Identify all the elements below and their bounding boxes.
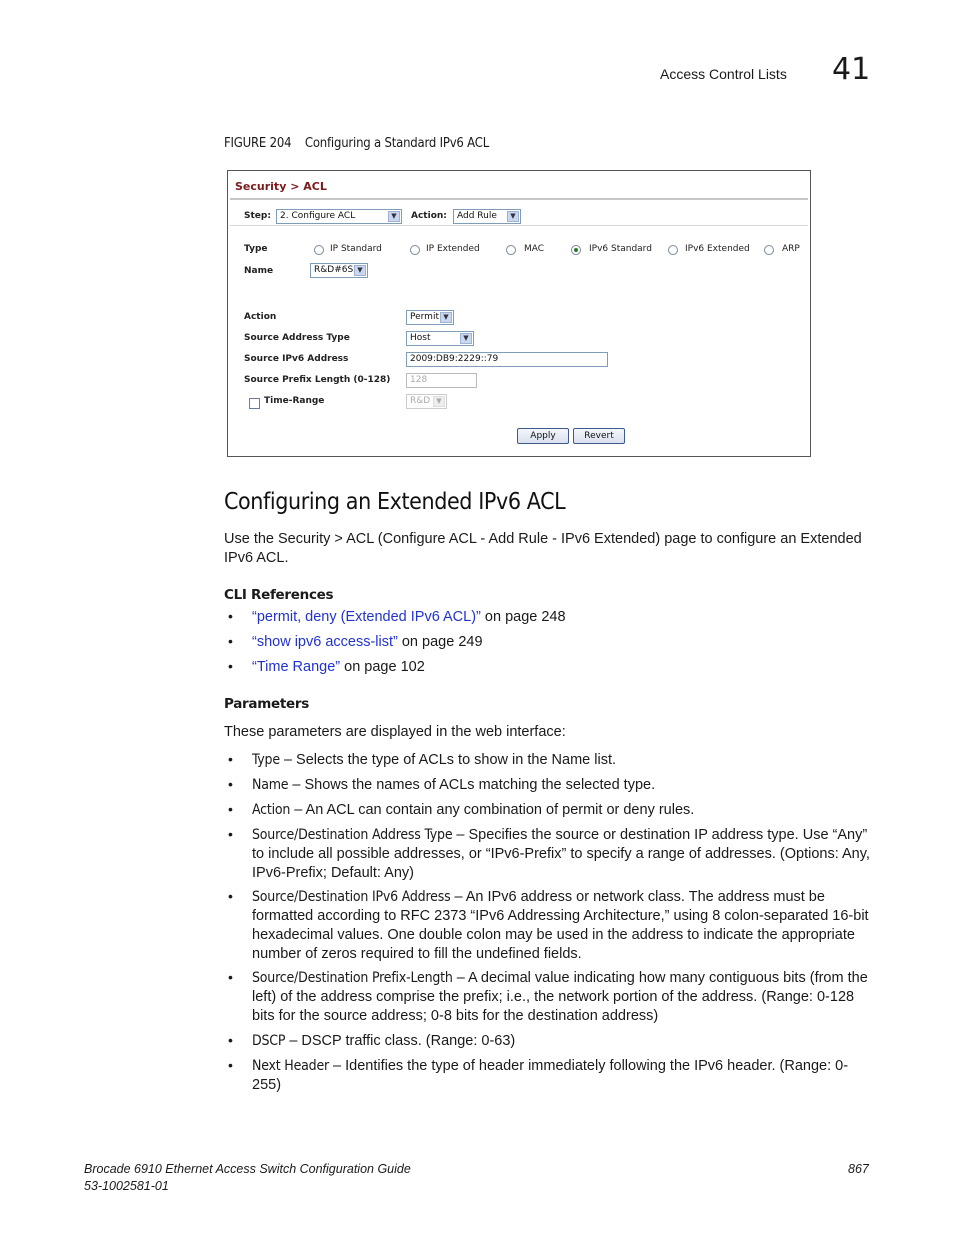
param-term: Next Header (252, 1058, 329, 1074)
permit-select[interactable] (406, 310, 454, 325)
param-desc: – Shows the names of ACLs matching the selected type. (288, 777, 656, 793)
acl-config-screenshot (227, 170, 811, 457)
src-addr-type-select[interactable] (406, 331, 474, 346)
bullet: • (228, 826, 233, 842)
parameters-intro: These parameters are displayed in the web interface: (224, 724, 566, 740)
toolbar-divider (230, 225, 808, 226)
cli-ref-page: on page 102 (340, 659, 425, 675)
param-desc: – Selects the type of ACLs to show in the Name list. (279, 752, 617, 768)
src-addr-type-label: Source Address Type (244, 333, 350, 343)
revert-button[interactable]: Revert (573, 428, 625, 444)
radio-label: MAC (524, 244, 545, 254)
chevron-down-icon: ▼ (388, 211, 400, 222)
radio-ip-extended[interactable] (410, 245, 420, 255)
breadcrumb: Security > ACL (235, 180, 327, 193)
radio-mac[interactable] (506, 245, 516, 255)
radio-label: IP Extended (426, 244, 480, 254)
chapter-number: 41 (832, 52, 871, 87)
bullet: • (228, 658, 233, 674)
bullet: • (228, 969, 233, 985)
time-range-label: Time-Range (264, 396, 325, 406)
radio-arp[interactable] (764, 245, 774, 255)
src-ipv6-input[interactable]: 2009:DB9:2229::79 (406, 352, 608, 367)
param-term: Action (252, 802, 291, 818)
footer-doc-number: 53-1002581-01 (84, 1179, 169, 1193)
bullet: • (228, 801, 233, 817)
cli-ref-item (252, 658, 872, 677)
chevron-down-icon: ▼ (507, 211, 519, 222)
time-range-value: R&D (410, 396, 431, 406)
param-term: DSCP (252, 1033, 286, 1049)
step-label: Step: (244, 211, 271, 221)
param-item (252, 751, 872, 770)
step-select[interactable] (276, 209, 402, 224)
param-item (252, 888, 872, 964)
param-desc: – An ACL can contain any combination of permit or deny rules. (290, 802, 695, 818)
type-label: Type (244, 244, 268, 254)
param-item (252, 1032, 872, 1051)
cli-ref-link[interactable]: “show ipv6 access-list” (252, 634, 398, 650)
cli-references-heading: CLI References (224, 587, 334, 603)
bullet: • (228, 888, 233, 904)
bullet: • (228, 776, 233, 792)
src-addr-type-value: Host (410, 333, 431, 343)
param-desc: – Identifies the type of header immediately following the IPv6 header. (Range: 0-255) (252, 1058, 849, 1093)
footer-guide-title: Brocade 6910 Ethernet Access Switch Configuration Guide (84, 1162, 411, 1176)
step-select-value: 2. Configure ACL (280, 211, 356, 221)
parameters-heading: Parameters (224, 696, 309, 712)
radio-label: IP Standard (330, 244, 382, 254)
bullet: • (228, 633, 233, 649)
bullet: • (228, 1057, 233, 1073)
param-item (252, 826, 872, 883)
radio-ipv6-standard[interactable] (571, 245, 581, 255)
bullet: • (228, 751, 233, 767)
radio-label: IPv6 Standard (589, 244, 652, 254)
figure-caption (224, 136, 489, 151)
src-prefix-label: Source Prefix Length (0-128) (244, 375, 391, 385)
param-item (252, 776, 872, 795)
param-item (252, 1057, 872, 1095)
chevron-down-icon: ▼ (433, 396, 445, 407)
cli-ref-page: on page 249 (397, 634, 483, 650)
radio-ip-standard[interactable] (314, 245, 324, 255)
param-item (252, 801, 872, 820)
param-term: Source/Destination Address Type (252, 827, 453, 843)
param-term: Source/Destination Prefix-Length (252, 970, 453, 986)
apply-button[interactable]: Apply (517, 428, 569, 444)
param-desc: – An IPv6 address or network class. The address must be formatted according to RFC 2373 “IPv6 Addressing Architecture,” using 8 colon-separated 16-bit hexadecimal values. One double colon may be used in the address to indicate the appropriate number of zeros required to fill the undefined fields. (252, 889, 869, 962)
permit-select-value: Permit (410, 312, 439, 322)
param-term: Type (252, 752, 280, 768)
time-range-select[interactable] (406, 394, 447, 409)
radio-ipv6-extended[interactable] (668, 245, 678, 255)
time-range-checkbox[interactable] (249, 398, 260, 409)
cli-ref-item (252, 633, 872, 652)
chevron-down-icon: ▼ (440, 312, 452, 323)
section-heading: Configuring an Extended IPv6 ACL (224, 489, 566, 515)
param-item (252, 969, 872, 1026)
form-action-label: Action (244, 312, 277, 322)
param-term: Source/Destination IPv6 Address (252, 889, 451, 905)
cli-ref-link[interactable]: “permit, deny (Extended IPv6 ACL)” (252, 609, 481, 625)
radio-label: IPv6 Extended (685, 244, 750, 254)
name-select[interactable] (310, 263, 368, 278)
cli-ref-link[interactable]: “Time Range” (252, 659, 341, 675)
breadcrumb-divider (230, 198, 808, 200)
intro-paragraph: Use the Security > ACL (Configure ACL - Add Rule - IPv6 Extended) page to configure an Extended IPv6 ACL. (224, 531, 862, 566)
chevron-down-icon: ▼ (460, 333, 472, 344)
action-select[interactable] (453, 209, 521, 224)
param-desc: – DSCP traffic class. (Range: 0-63) (285, 1033, 516, 1049)
footer-page-number: 867 (848, 1162, 869, 1176)
figure-label: FIGURE 204 (224, 136, 292, 151)
bullet: • (228, 608, 233, 624)
name-select-value: R&D#6S (314, 265, 354, 275)
cli-ref-item (252, 608, 872, 627)
action-select-value: Add Rule (457, 211, 497, 221)
param-desc: – Specifies the source or destination IP address type. Use “Any” to include all possible addresses, or “IPv6-Prefix” to specify a range of addresses. (Options: Any, IPv6-Prefix; Default: Any) (252, 827, 870, 881)
param-desc: – A decimal value indicating how many contiguous bits (from the left) of the address comprise the prefix; i.e., the network portion of the address. (Range: 0-128 bits for the source address; 0-8 bits for the destination address) (252, 970, 868, 1024)
chevron-down-icon: ▼ (354, 265, 366, 276)
name-label: Name (244, 266, 274, 276)
param-term: Name (252, 777, 289, 793)
action-label: Action: (411, 211, 447, 221)
src-prefix-input[interactable]: 128 (406, 373, 477, 388)
running-header-title: Access Control Lists (660, 66, 787, 82)
cli-ref-page: on page 248 (480, 609, 566, 625)
bullet: • (228, 1032, 233, 1048)
src-ipv6-label: Source IPv6 Address (244, 354, 349, 364)
radio-label: ARP (782, 244, 800, 254)
figure-caption-text: Configuring a Standard IPv6 ACL (304, 136, 490, 151)
